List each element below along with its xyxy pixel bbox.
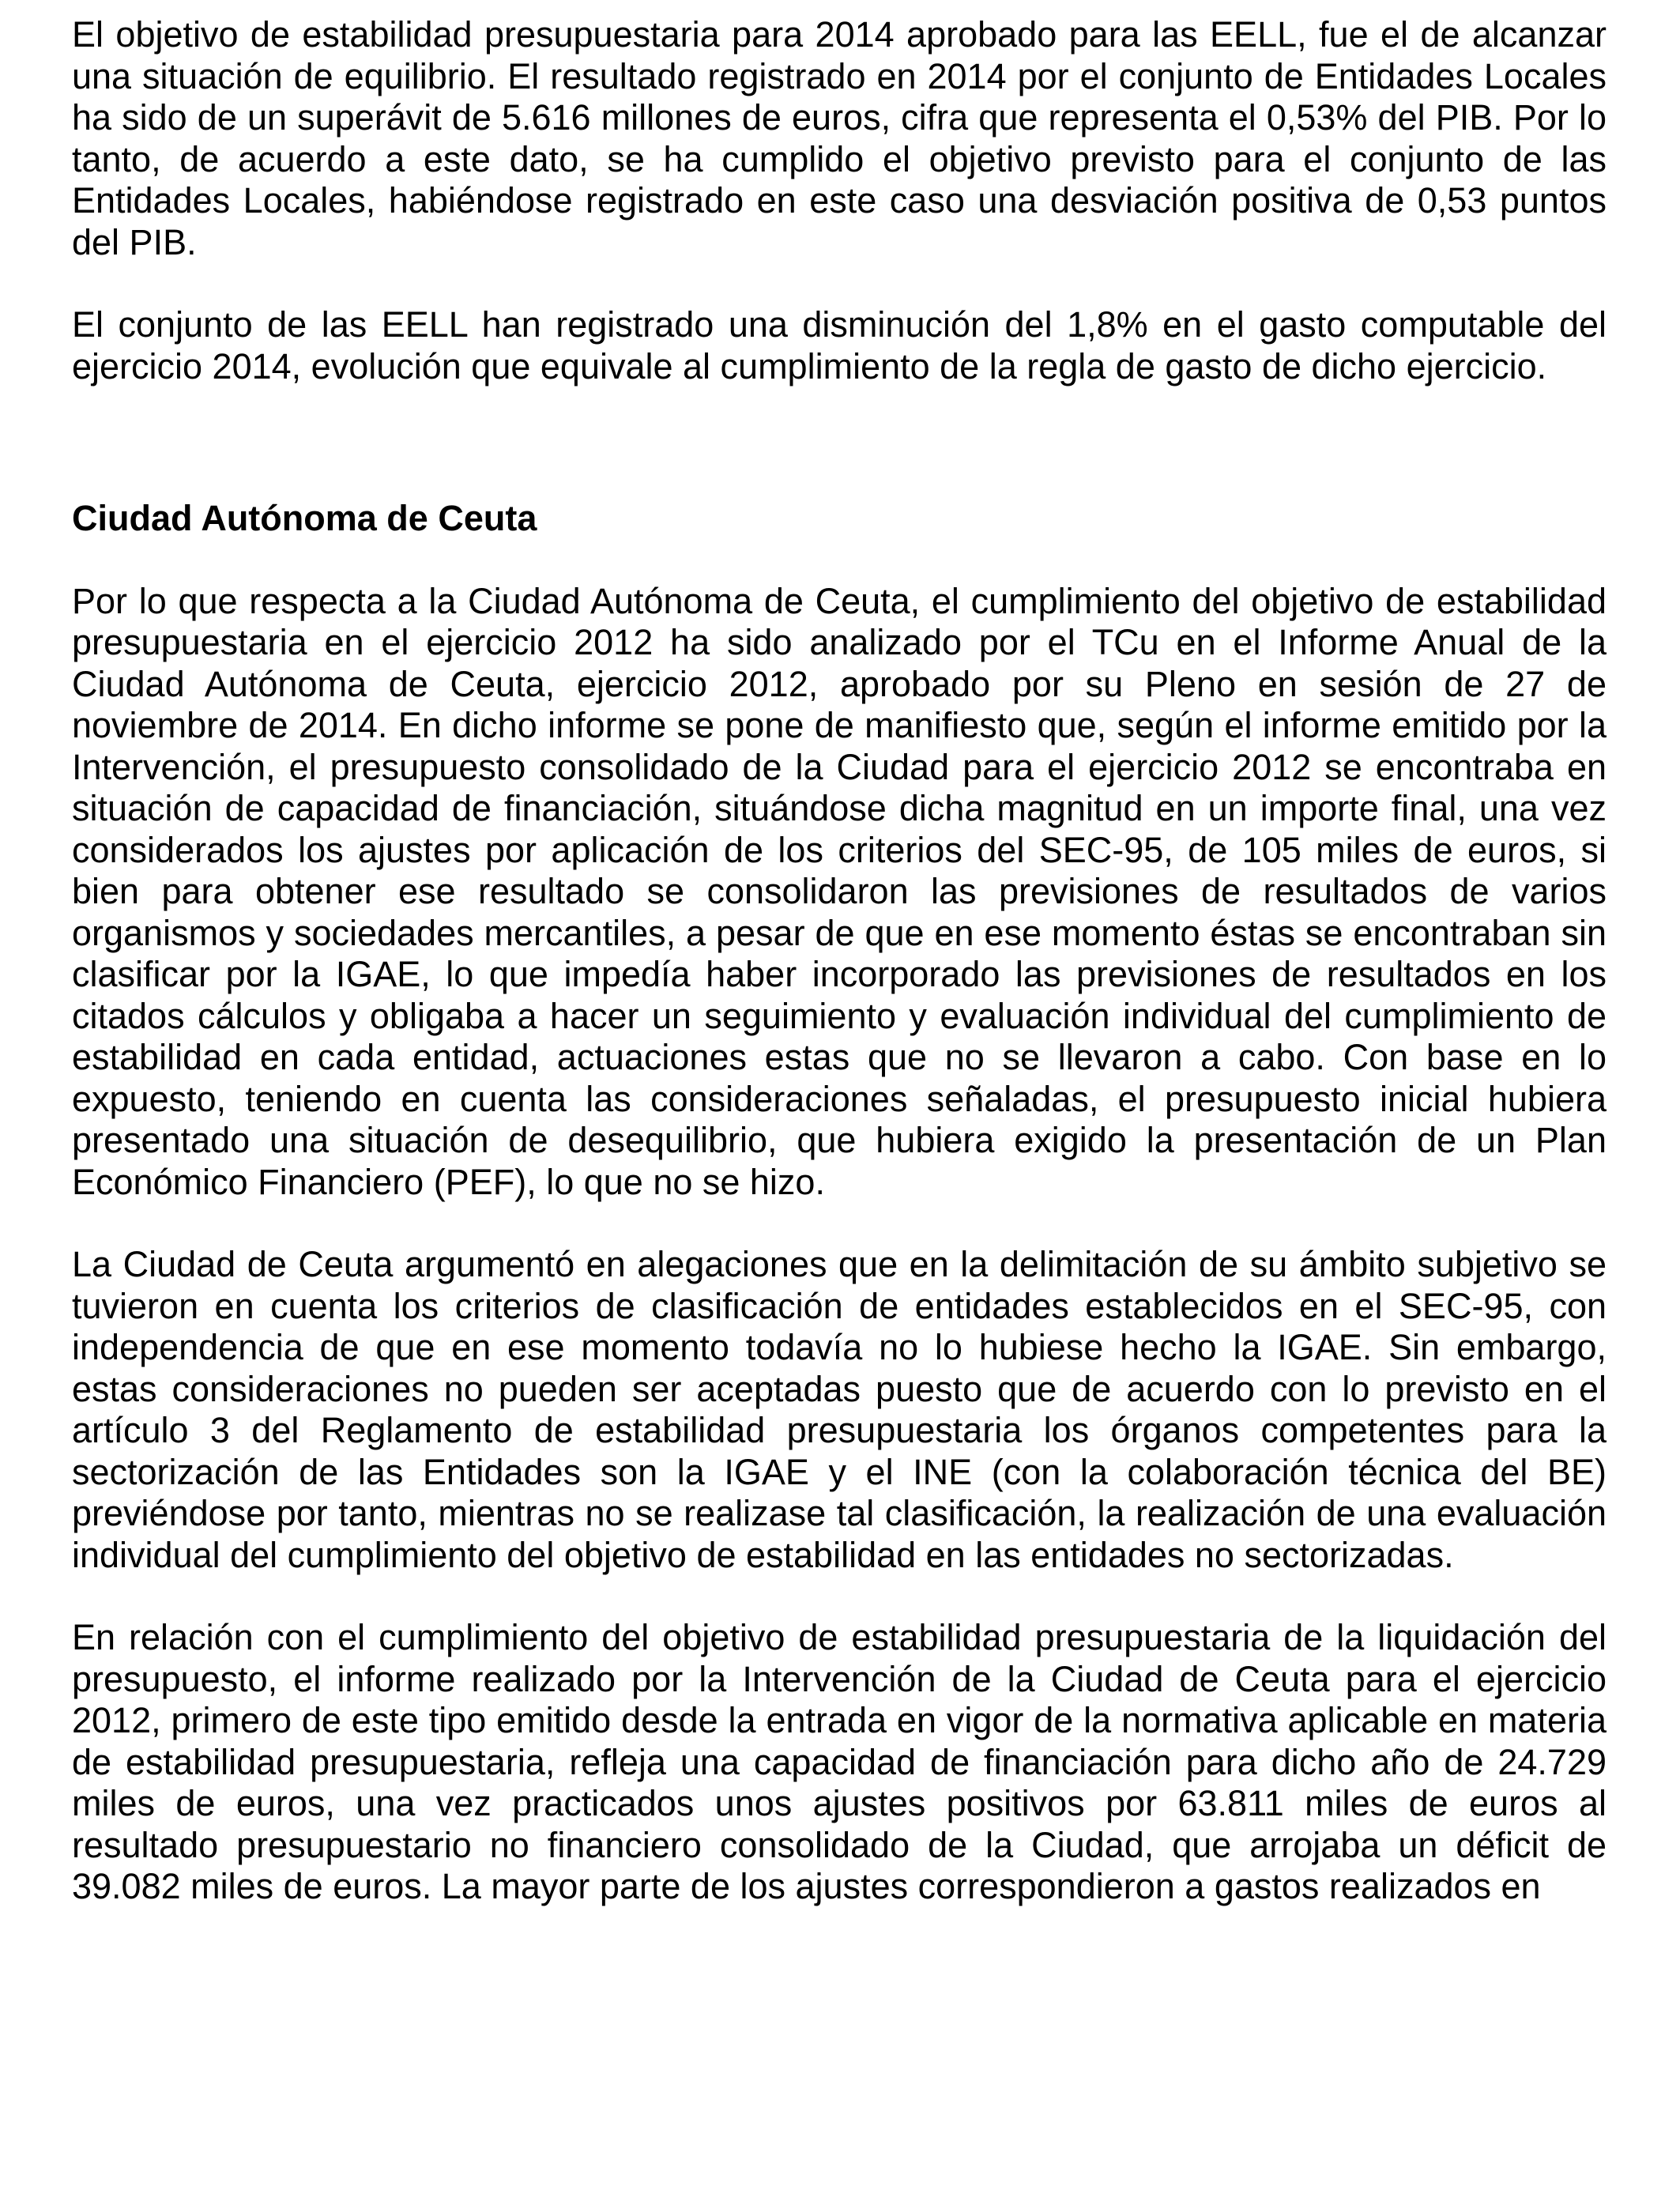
document-page bbox=[72, 14, 1607, 1949]
section-heading-ceuta: Ciudad Autónoma de Ceuta bbox=[72, 498, 537, 538]
paragraph-eell-expense-rule: El conjunto de las EELL han registrado una disminución del 1,8% en el gasto computable del ejercicio 2014, evolución que equivale al cumplimiento de la regla de gasto de dicho ejercicio. bbox=[72, 304, 1607, 386]
paragraph-ceuta-liquidation: En relación con el cumplimiento del objetivo de estabilidad presupuestaria de la liquidación del presupuesto, el informe realizado por la Intervención de la Ciudad de Ceuta para el ejercicio 2012, primero de este tipo emitido desde la entrada en vigor de la normativa aplicable en materia de estabilidad presupuestaria, refleja una capacidad de financiación para dicho año de 24.729 miles de euros, una vez practicados unos ajustes positivos por 63.811 miles de euros al resultado presupuestario no financiero consolidado de la Ciudad, que arrojaba un déficit de 39.082 miles de euros. La mayor parte de los ajustes correspondieron a gastos realizados en bbox=[72, 1617, 1607, 1906]
paragraph-ceuta-tcu-report: Por lo que respecta a la Ciudad Autónoma de Ceuta, el cumplimiento del objetivo de estabilidad presupuestaria en el ejercicio 2012 ha sido analizado por el TCu en el Informe Anual de la Ciudad Autónoma de Ceuta, ejercicio 2012, aprobado por su Pleno en sesión de 27 de noviembre de 2014. En dicho informe se pone de manifiesto que, según el informe emitido por la Intervención, el presupuesto consolidado de la Ciudad para el ejercicio 2012 se encontraba en situación de capacidad de financiación, situándose dicha magnitud en un importe final, una vez considerados los ajustes por aplicación de los criterios del SEC-95, de 105 miles de euros, si bien para obtener ese resultado se consolidaron las previsiones de resultados de varios organismos y sociedades mercantiles, a pesar de que en ese momento éstas se encontraban sin clasificar por la IGAE, lo que impedía haber incorporado las previsiones de resultados en los citados cálculos y obligaba a hacer un seguimiento y evaluación individual del cumplimiento de estabilidad en cada entidad, actuaciones estas que no se llevaron a cabo. Con base en lo expuesto, teniendo en cuenta las consideraciones señaladas, el presupuesto inicial hubiera presentado una situación de desequilibrio, que hubiera exigido la presentación de un Plan Económico Financiero (PEF), lo que no se hizo. bbox=[72, 580, 1607, 1202]
paragraph-ceuta-allegations: La Ciudad de Ceuta argumentó en alegaciones que en la delimitación de su ámbito subjetivo se tuvieron en cuenta los criterios de clasificación de entidades establecidos en el SEC-95, con independencia de que en ese momento todavía no lo hubiese hecho la IGAE. Sin embargo, estas consideraciones no pueden ser aceptadas puesto que de acuerdo con lo previsto en el artículo 3 del Reglamento de estabilidad presupuestaria los órganos competentes para la sectorización de las Entidades son la IGAE y el INE (con la colaboración técnica del BE) previéndose por tanto, mientras no se realizase tal clasificación, la realización de una evaluación individual del cumplimiento del objetivo de estabilidad en las entidades no sectorizadas. bbox=[72, 1244, 1607, 1575]
paragraph-eell-objective: El objetivo de estabilidad presupuestaria para 2014 aprobado para las EELL, fue el de alcanzar una situación de equilibrio. El resultado registrado en 2014 por el conjunto de Entidades Locales ha sido de un superávit de 5.616 millones de euros, cifra que representa el 0,53% del PIB. Por lo tanto, de acuerdo a este dato, se ha cumplido el objetivo previsto para el conjunto de las Entidades Locales, habiéndose registrado en este caso una desviación positiva de 0,53 puntos del PIB. bbox=[72, 14, 1607, 262]
